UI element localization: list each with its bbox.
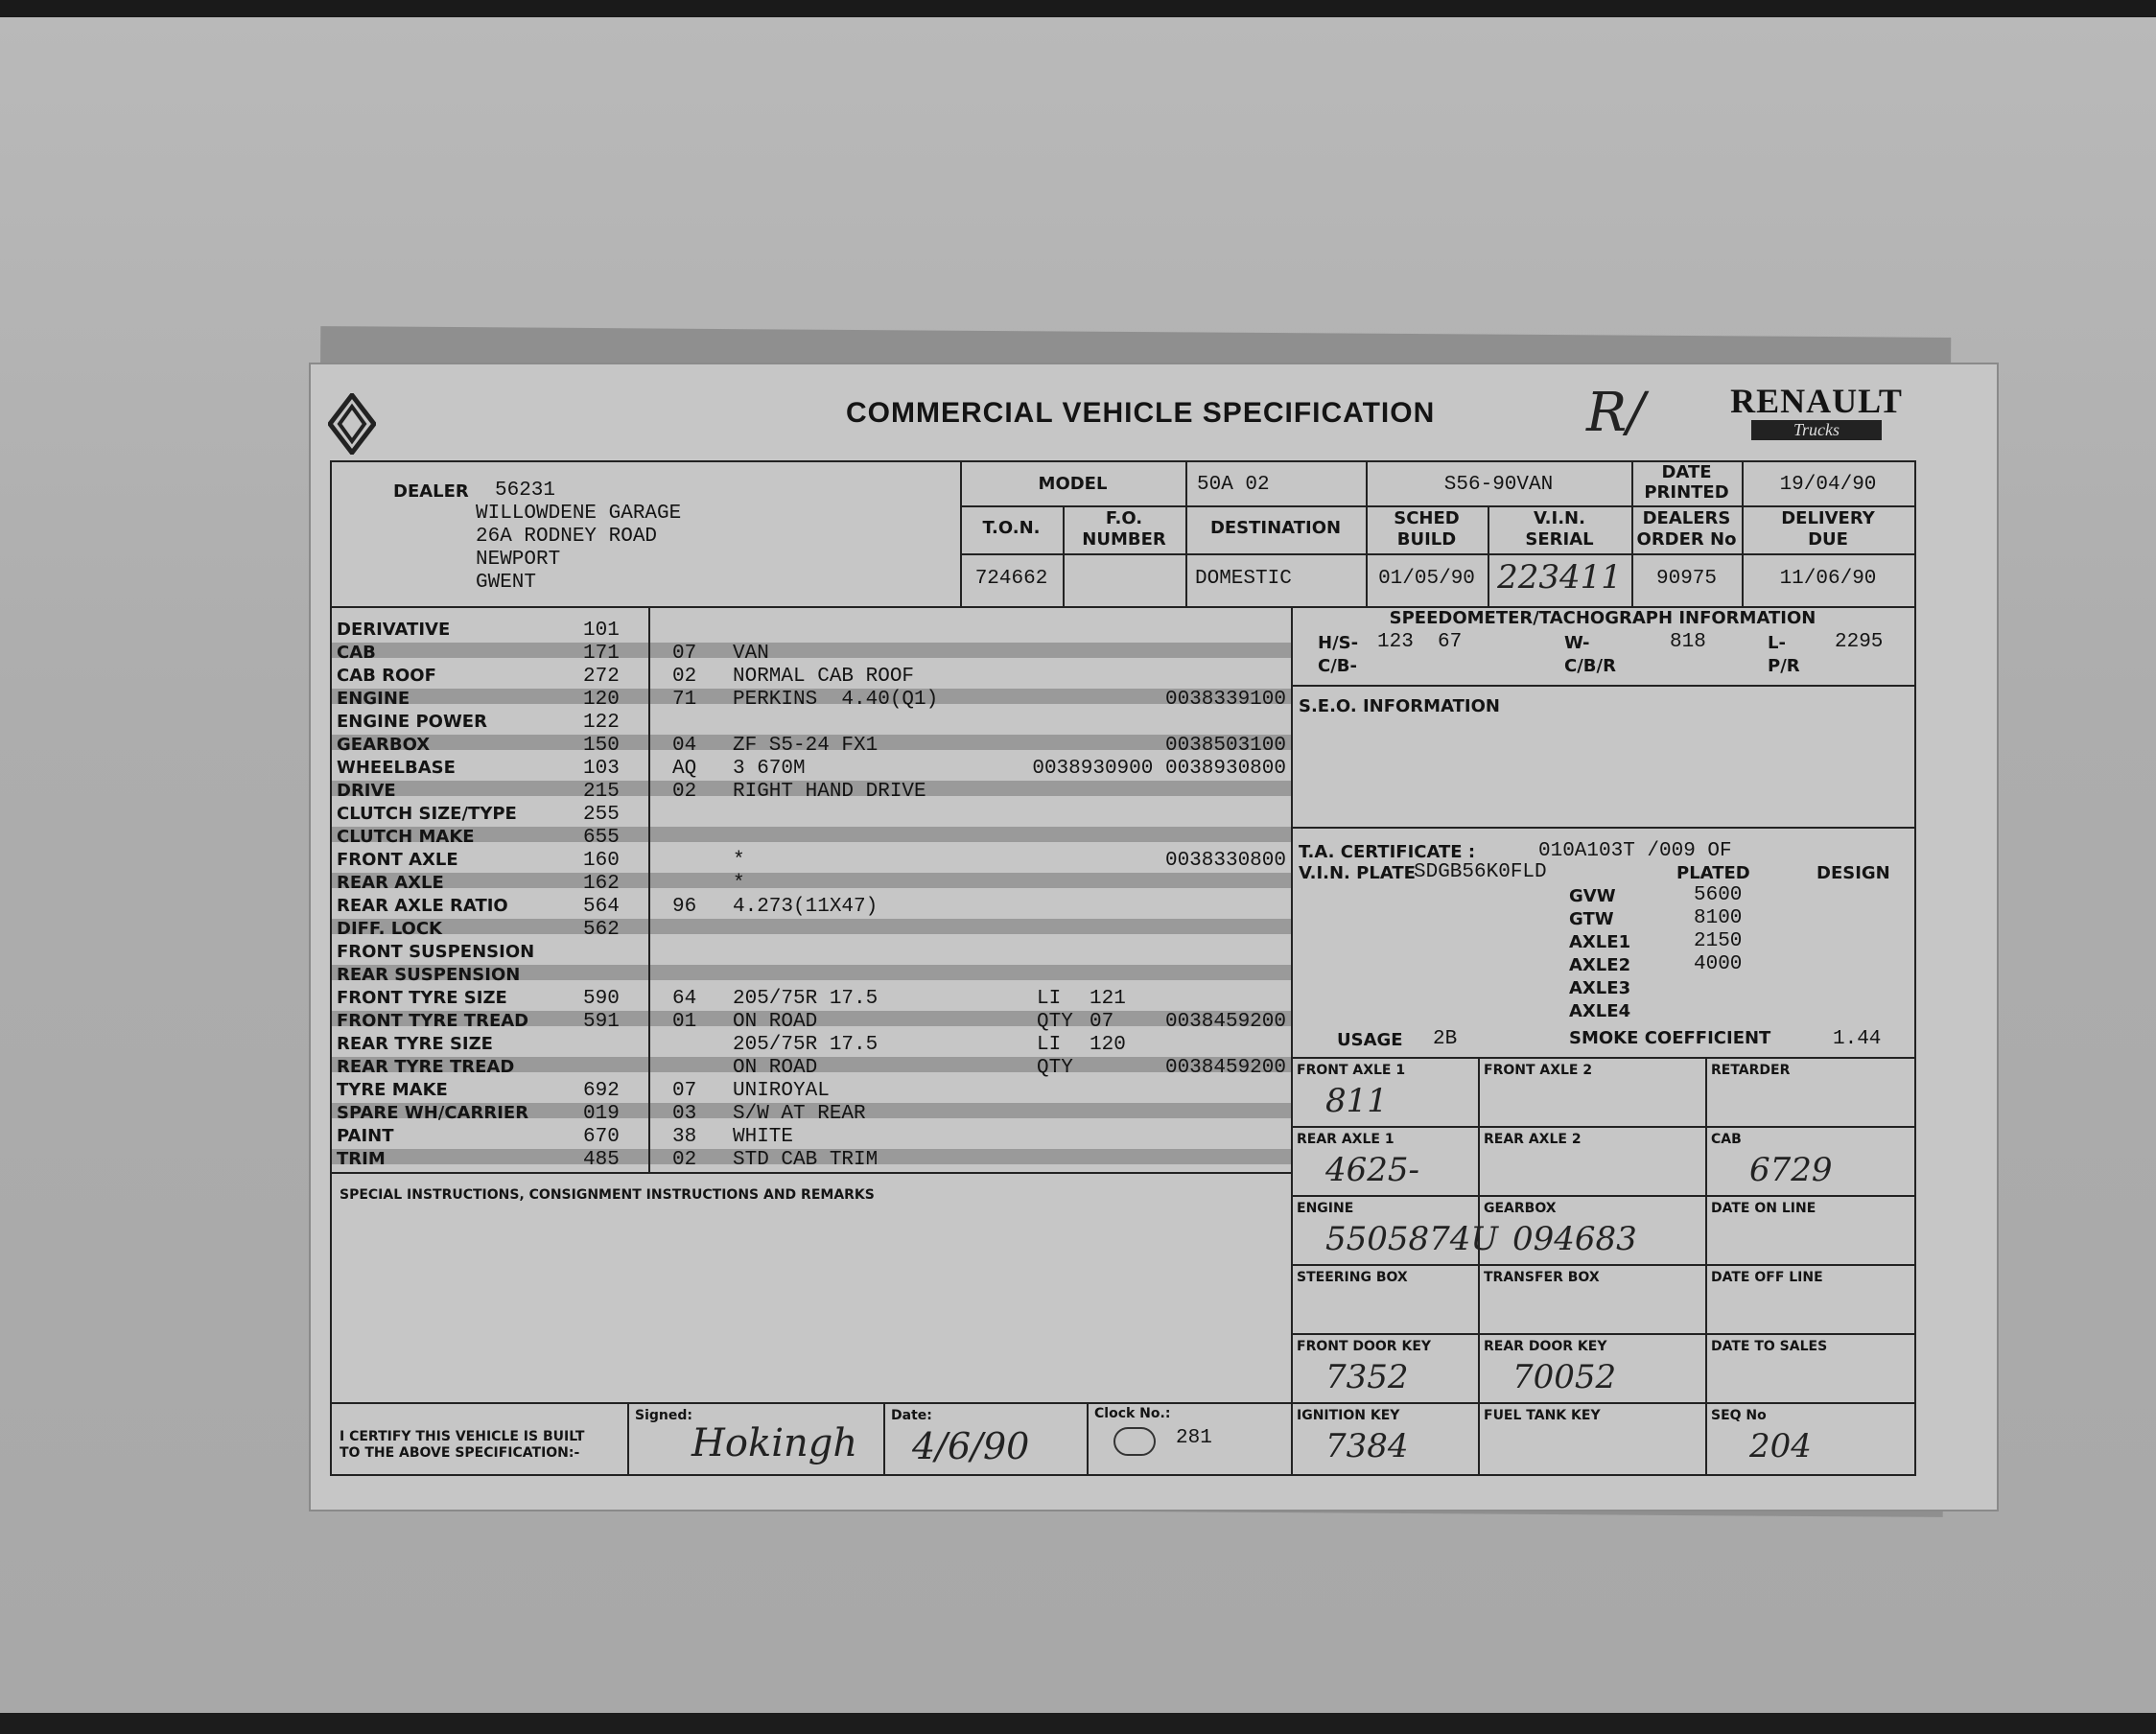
speedo-l-value: 2295 (1835, 631, 1884, 653)
spec-code: 171 (583, 643, 620, 665)
spec-row (332, 781, 1291, 804)
speedo-w-value: 818 (1670, 631, 1706, 653)
spec-part-number: 0038459200 (1164, 1057, 1286, 1079)
signed-label: Signed: (635, 1408, 692, 1423)
spec-code: 564 (583, 896, 620, 918)
spec-label: TYRE MAKE (337, 1080, 448, 1100)
weight-label: AXLE2 (1569, 955, 1631, 975)
spec-row (332, 1103, 1291, 1126)
spec-row (332, 942, 1291, 965)
weight-label: AXLE4 (1569, 1001, 1631, 1021)
spec-qualifier-value: 07 (1090, 1011, 1114, 1033)
weight-label: GVW (1569, 886, 1616, 906)
serial-box-label: FRONT AXLE 1 (1297, 1063, 1406, 1078)
spec-option: 02 (672, 781, 697, 803)
bottom-dark-band (0, 1713, 2156, 1734)
brand-sub: Trucks (1751, 420, 1882, 440)
dealer-address-3: NEWPORT (476, 549, 561, 571)
clock-stamp-oval (1113, 1427, 1156, 1456)
spec-label: REAR AXLE (337, 873, 444, 893)
spec-qualifier-label: LI (1037, 988, 1062, 1010)
spec-row (332, 1034, 1291, 1057)
speedo-hs-label: H/S- (1318, 633, 1359, 653)
spec-row (332, 1057, 1291, 1080)
spec-row (332, 735, 1291, 758)
handwritten-mark: R/ (1586, 382, 1646, 444)
spec-description: STD CAB TRIM (733, 1149, 879, 1171)
vin-plate-label: V.I.N. PLATE (1299, 863, 1416, 883)
serial-box-label: ENGINE (1297, 1201, 1354, 1216)
spec-code: 120 (583, 689, 620, 711)
destination-value: DOMESTIC (1195, 568, 1292, 590)
delivery-due-label: DELIVERY DUE (1781, 508, 1875, 550)
spec-row (332, 1080, 1291, 1103)
spec-description: 205/75R 17.5 (733, 1034, 879, 1056)
destination-label: DESTINATION (1209, 518, 1342, 538)
spec-description: ON ROAD (733, 1011, 818, 1033)
ton-value: 724662 (974, 568, 1048, 590)
spec-label: FRONT AXLE (337, 850, 458, 870)
spec-row (332, 1126, 1291, 1149)
spec-label: ENGINE (337, 689, 410, 709)
serial-box-value: 5505874U (1325, 1220, 1499, 1258)
date-value: 4/6/90 (912, 1425, 1030, 1467)
spec-qualifier-label: LI (1037, 1034, 1062, 1056)
spec-code: 255 (583, 804, 620, 826)
spec-code: 103 (583, 758, 620, 780)
special-instructions-label: SPECIAL INSTRUCTIONS, CONSIGNMENT INSTRUCTIONS AND REMARKS (340, 1187, 875, 1203)
spec-row (332, 988, 1291, 1011)
spec-label: SPARE WH/CARRIER (337, 1103, 529, 1123)
spec-qualifier-label: QTY (1037, 1057, 1073, 1079)
serial-box-label: DATE TO SALES (1711, 1339, 1828, 1354)
speedo-w-label: W- (1564, 633, 1590, 653)
weight-label: AXLE3 (1569, 978, 1631, 998)
spec-label: CLUTCH MAKE (337, 827, 475, 847)
spec-row (332, 965, 1291, 988)
vin-plate-value: SDGB56K0FLD (1414, 861, 1547, 883)
spec-option: 38 (672, 1126, 697, 1148)
serial-box-label: FRONT AXLE 2 (1484, 1063, 1593, 1078)
speedo-hs-value: 123 67 (1377, 631, 1463, 653)
spec-code: 272 (583, 666, 620, 688)
serial-box-label: REAR AXLE 1 (1297, 1132, 1394, 1147)
spec-label: PAINT (337, 1126, 394, 1146)
serial-box-label: SEQ No (1711, 1408, 1767, 1423)
spec-row (332, 758, 1291, 781)
serial-box-value: 7352 (1325, 1358, 1409, 1396)
spec-option: 96 (672, 896, 697, 918)
serial-box-value: 7384 (1325, 1427, 1409, 1465)
spec-option: 02 (672, 666, 697, 688)
model-name: S56-90VAN (1443, 474, 1554, 496)
spec-code: 590 (583, 988, 620, 1010)
serial-box-label: STEERING BOX (1297, 1270, 1408, 1285)
serial-box-value: 4625- (1325, 1151, 1420, 1189)
serial-box-label: TRANSFER BOX (1484, 1270, 1600, 1285)
spec-description: PERKINS 4.40(Q1) (733, 689, 939, 711)
serial-box-label: REAR AXLE 2 (1484, 1132, 1582, 1147)
spec-part-number: 0038339100 (1164, 689, 1286, 711)
model-code: 50A 02 (1197, 474, 1270, 496)
spec-qualifier-label: QTY (1037, 1011, 1073, 1033)
sched-build-value: 01/05/90 (1378, 568, 1475, 590)
smoke-coefficient-label: SMOKE COEFFICIENT (1569, 1028, 1771, 1048)
spec-description: 205/75R 17.5 (733, 988, 879, 1010)
speedo-cbr-label: C/B/R (1564, 656, 1616, 676)
spec-description: RIGHT HAND DRIVE (733, 781, 926, 803)
spec-code: 160 (583, 850, 620, 872)
model-label: MODEL (1038, 474, 1108, 494)
dealer-label: DEALER (393, 481, 469, 502)
renault-diamond-logo-icon (328, 393, 376, 455)
spec-label: DERIVATIVE (337, 620, 451, 640)
spec-qualifier-value: 121 (1090, 988, 1126, 1010)
serial-box-value: 6729 (1749, 1151, 1833, 1189)
spec-code: 162 (583, 873, 620, 895)
weight-value: 2150 (1694, 930, 1743, 952)
serial-box-value: 811 (1325, 1082, 1388, 1120)
spec-label: GEARBOX (337, 735, 431, 755)
spec-label: FRONT SUSPENSION (337, 942, 535, 962)
serial-box-label: DATE ON LINE (1711, 1201, 1816, 1216)
serial-box-label: GEARBOX (1484, 1201, 1557, 1216)
weight-value: 8100 (1694, 907, 1743, 929)
dealer-address-2: 26A RODNEY ROAD (476, 526, 658, 548)
spec-row (332, 919, 1291, 942)
spec-code: 562 (583, 919, 620, 941)
plated-label: PLATED (1676, 863, 1750, 883)
spec-code: 215 (583, 781, 620, 803)
speedo-pr-label: P/R (1768, 656, 1800, 676)
serial-box-value: 094683 (1512, 1220, 1637, 1258)
spec-label: CAB (337, 643, 376, 663)
spec-row (332, 896, 1291, 919)
spec-row (332, 712, 1291, 735)
spec-description: 3 670M (733, 758, 806, 780)
spec-label: REAR TYRE SIZE (337, 1034, 493, 1054)
speedo-cb-label: C/B- (1318, 656, 1357, 676)
spec-label: CAB ROOF (337, 666, 436, 686)
spec-option: 07 (672, 643, 697, 665)
spec-code: 692 (583, 1080, 620, 1102)
spec-form (330, 460, 1916, 1476)
page-title: COMMERCIAL VEHICLE SPECIFICATION (846, 397, 1436, 429)
spec-option: 03 (672, 1103, 697, 1125)
design-label: DESIGN (1816, 863, 1890, 883)
delivery-due-value: 11/06/90 (1779, 568, 1877, 590)
spec-card (309, 363, 1999, 1511)
spec-label: TRIM (337, 1149, 386, 1169)
spec-description: ON ROAD (733, 1057, 818, 1079)
spec-description: NORMAL CAB ROOF (733, 666, 915, 688)
spec-code: 019 (583, 1103, 620, 1125)
spec-row (332, 804, 1291, 827)
usage-value: 2B (1433, 1028, 1458, 1050)
spec-description: ZF S5-24 FX1 (733, 735, 879, 757)
clock-no-value: 281 (1176, 1427, 1212, 1449)
spec-label: ENGINE POWER (337, 712, 487, 732)
top-dark-band (0, 0, 2156, 17)
speedo-l-label: L- (1768, 633, 1786, 653)
spec-code: 485 (583, 1149, 620, 1171)
sched-build-label: SCHED BUILD (1394, 508, 1460, 550)
weight-label: AXLE1 (1569, 932, 1631, 952)
spec-label: FRONT TYRE TREAD (337, 1011, 529, 1031)
date-label: Date: (891, 1408, 932, 1423)
ta-cert-value: 010A103T /009 OF (1538, 840, 1732, 862)
spec-option: 71 (672, 689, 697, 711)
spec-label: REAR SUSPENSION (337, 965, 521, 985)
spec-label: FRONT TYRE SIZE (337, 988, 507, 1008)
spec-part-number: 0038503100 (1164, 735, 1286, 757)
serial-box-label: IGNITION KEY (1297, 1408, 1400, 1423)
spec-label: WHEELBASE (337, 758, 456, 778)
spec-row (332, 689, 1291, 712)
serial-box-label: FUEL TANK KEY (1484, 1408, 1601, 1423)
signature: Hokingh (691, 1421, 858, 1465)
brand-name: RENAULT (1730, 382, 1903, 420)
dealer-address-4: GWENT (476, 572, 537, 594)
brand-logo (1730, 382, 1903, 440)
clock-no-label: Clock No.: (1094, 1406, 1171, 1421)
serial-box-label: CAB (1711, 1132, 1742, 1147)
spec-code: 591 (583, 1011, 620, 1033)
spec-row (332, 850, 1291, 873)
spec-description: VAN (733, 643, 769, 665)
usage-label: USAGE (1337, 1030, 1403, 1050)
serial-box-label: REAR DOOR KEY (1484, 1339, 1607, 1354)
spec-part-number: 0038930900 0038930800 (1032, 758, 1286, 780)
certify-label: I CERTIFY THIS VEHICLE IS BUILT TO THE ABOVE SPECIFICATION:- (340, 1429, 585, 1461)
spec-code: 655 (583, 827, 620, 849)
spec-option: AQ (672, 758, 697, 780)
ta-cert-label: T.A. CERTIFICATE : (1299, 842, 1476, 862)
ton-label: T.O.N. (982, 518, 1041, 538)
spec-part-number: 0038459200 (1164, 1011, 1286, 1033)
spec-option: 04 (672, 735, 697, 757)
weight-value: 5600 (1694, 884, 1743, 906)
spec-table (332, 608, 1291, 1174)
spec-label: DRIVE (337, 781, 396, 801)
spec-row (332, 827, 1291, 850)
spec-row (332, 643, 1291, 666)
serial-box-value: 204 (1749, 1427, 1812, 1465)
serial-box-label: RETARDER (1711, 1063, 1791, 1078)
dealers-order-label: DEALERS ORDER No (1636, 508, 1737, 550)
spec-description: UNIROYAL (733, 1080, 830, 1102)
spec-part-number: 0038330800 (1164, 850, 1286, 872)
spec-description: 4.273(11X47) (733, 896, 879, 918)
smoke-coefficient-value: 1.44 (1833, 1028, 1882, 1050)
serial-box-label: FRONT DOOR KEY (1297, 1339, 1432, 1354)
dealer-address-1: WILLOWDENE GARAGE (476, 503, 682, 525)
fo-number-label: F.O. NUMBER (1082, 508, 1166, 550)
serial-box-label: DATE OFF LINE (1711, 1270, 1823, 1285)
spec-option: 02 (672, 1149, 697, 1171)
spec-code: 150 (583, 735, 620, 757)
spec-label: REAR TYRE TREAD (337, 1057, 515, 1077)
spec-option: 64 (672, 988, 697, 1010)
dealers-order-value: 90975 (1655, 568, 1717, 590)
spec-label: REAR AXLE RATIO (337, 896, 508, 916)
spec-description: WHITE (733, 1126, 794, 1148)
spec-code: 670 (583, 1126, 620, 1148)
seo-title: S.E.O. INFORMATION (1299, 696, 1500, 716)
spec-option: 07 (672, 1080, 697, 1102)
spec-code: 101 (583, 620, 620, 642)
spec-row (332, 666, 1291, 689)
vin-serial-value: 223411 (1497, 558, 1622, 597)
dealer-number: 56231 (495, 480, 556, 502)
weight-label: GTW (1569, 909, 1614, 929)
spec-option: 01 (672, 1011, 697, 1033)
spec-description: * (733, 850, 745, 872)
spec-description: * (733, 873, 745, 895)
spec-qualifier-value: 120 (1090, 1034, 1126, 1056)
serial-box-value: 70052 (1512, 1358, 1617, 1396)
spec-label: DIFF. LOCK (337, 919, 442, 939)
spec-row (332, 1011, 1291, 1034)
date-printed: 19/04/90 (1779, 474, 1877, 496)
spec-code: 122 (583, 712, 620, 734)
spec-label: CLUTCH SIZE/TYPE (337, 804, 517, 824)
date-printed-label: DATE PRINTED (1644, 462, 1729, 503)
speedo-title: SPEEDOMETER/TACHOGRAPH INFORMATION (1389, 608, 1816, 628)
spec-row (332, 873, 1291, 896)
weight-value: 4000 (1694, 953, 1743, 975)
spec-description: S/W AT REAR (733, 1103, 866, 1125)
spec-row (332, 620, 1291, 643)
vin-serial-label: V.I.N. SERIAL (1525, 508, 1594, 550)
spec-row (332, 1149, 1291, 1172)
